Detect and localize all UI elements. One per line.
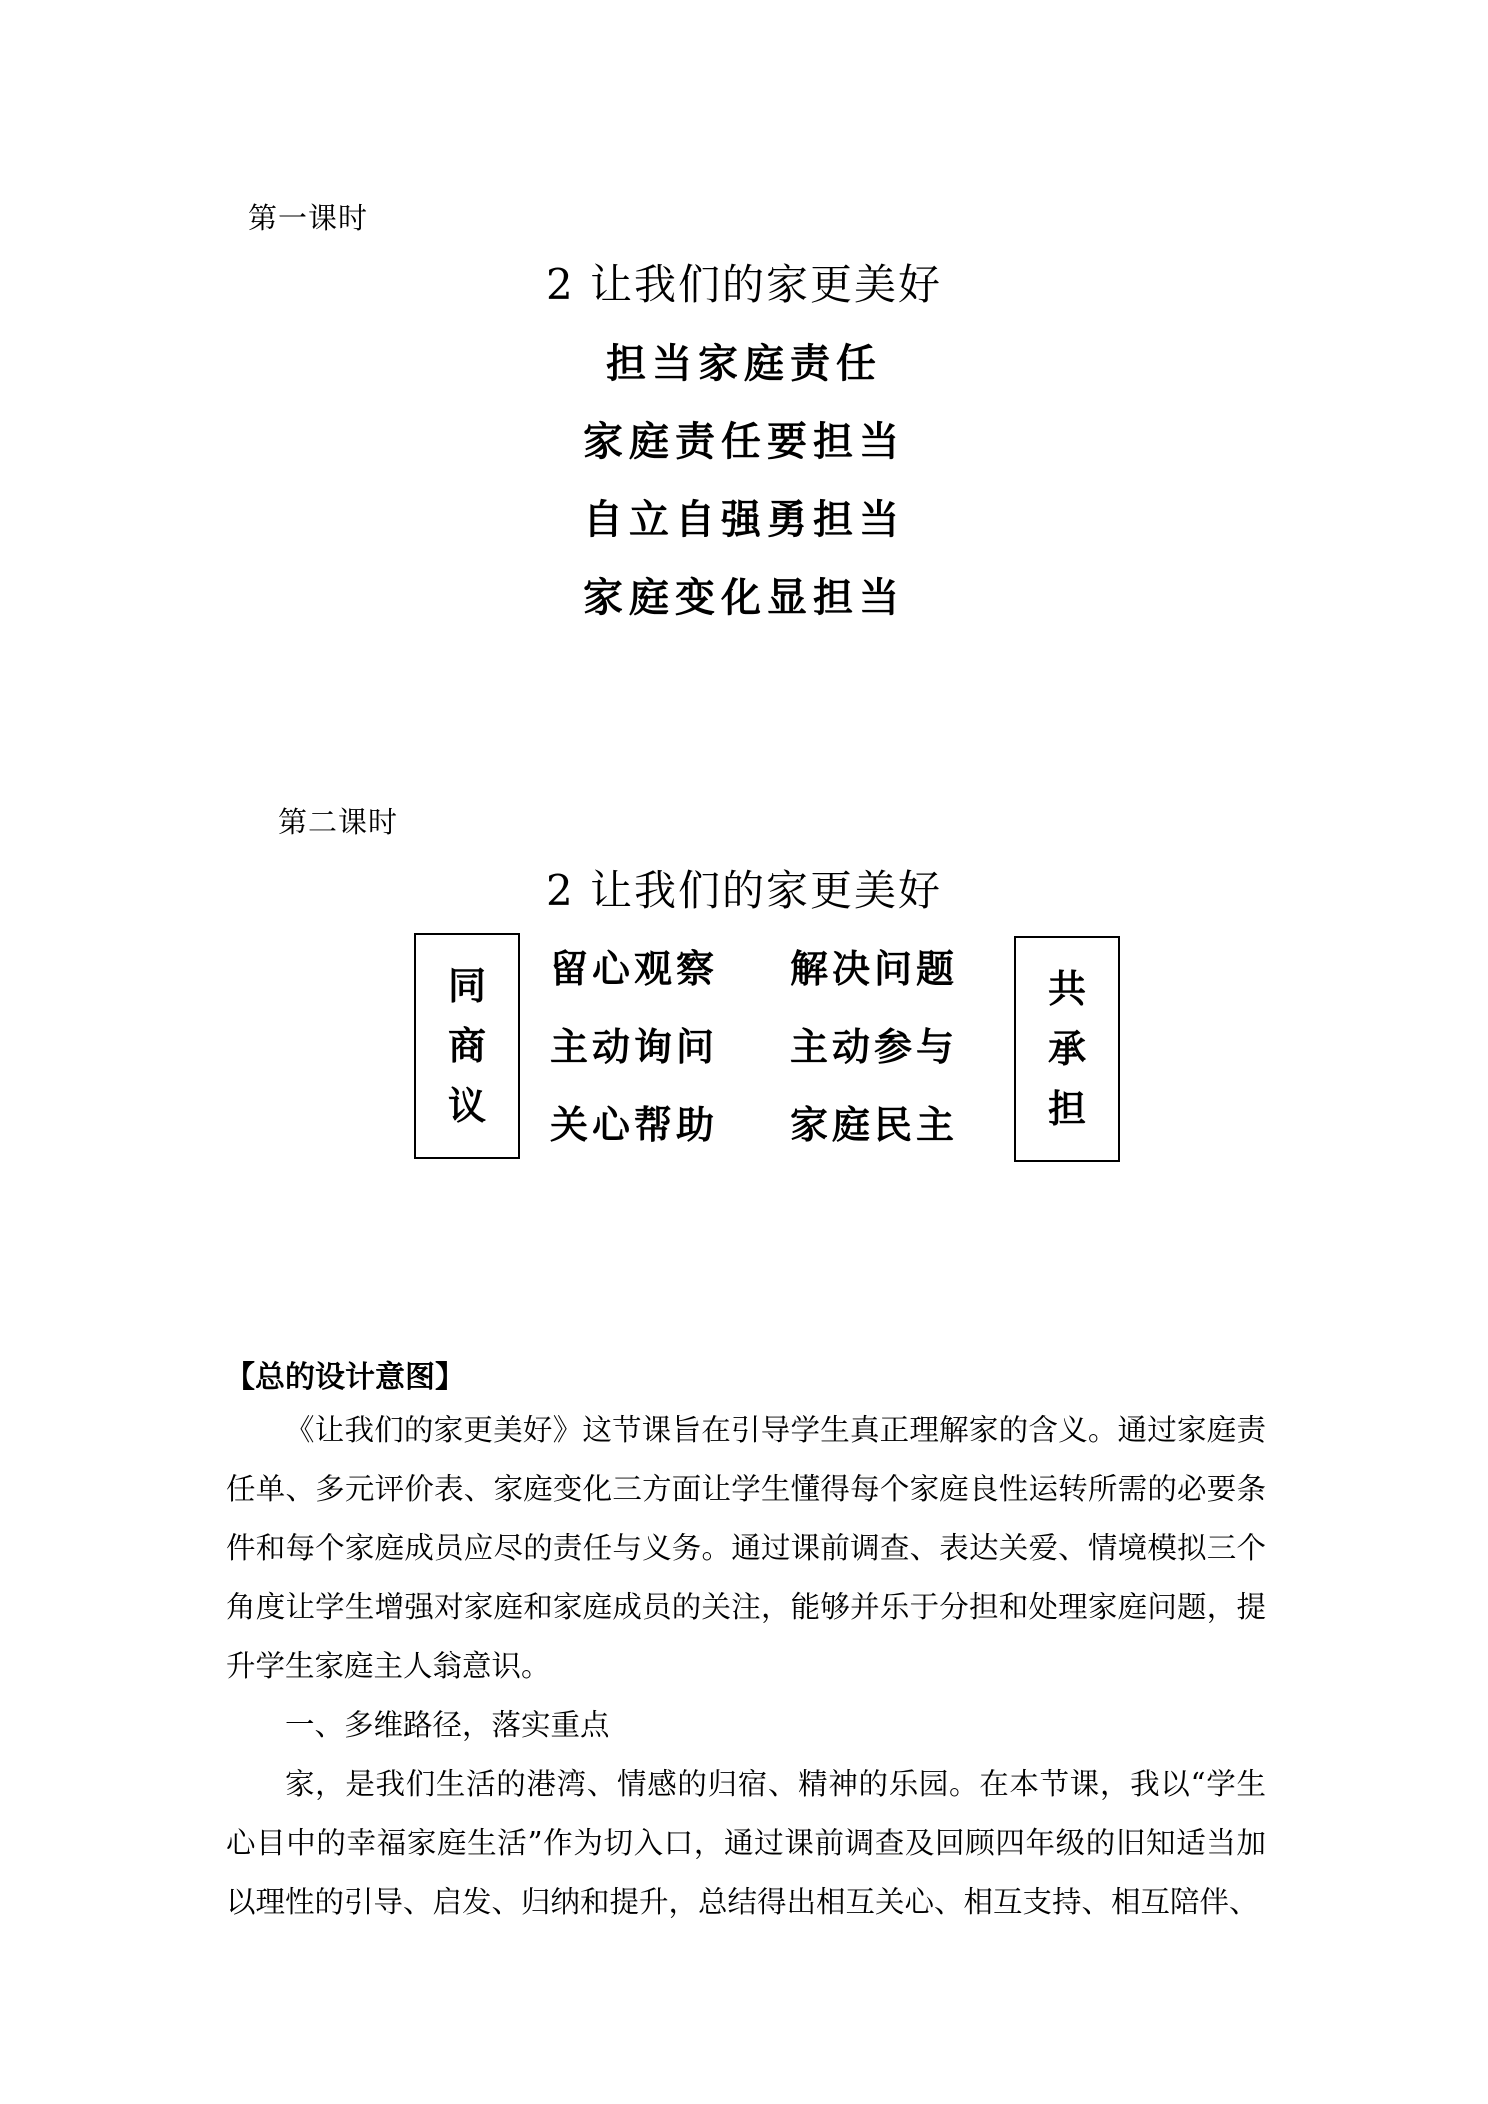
design-body [226, 1401, 1266, 1932]
board-right-box [1014, 936, 1120, 1162]
board-left-box [414, 933, 520, 1159]
board-item: 解决问题 [790, 946, 959, 991]
board-left-char: 议 [447, 1083, 486, 1128]
board-left-char: 商 [447, 1023, 486, 1068]
lesson-2-label: 第二课时 [278, 805, 399, 839]
lesson-1-line: 家庭变化显担当 [583, 574, 905, 621]
board-item: 关心帮助 [550, 1102, 719, 1147]
lesson-2-title: 2 让我们的家更美好 [545, 866, 943, 915]
design-paragraph: 《让我们的家更美好》这节课旨在引导学生真正理解家的含义。通过家庭责任单、多元评价表、家庭变化三方面让学生懂得每个家庭良性运转所需的必要条件和每个家庭成员应尽的责任与义务。通过课前调查、表达关爱、情境模拟三个角度让学生增强对家庭和家庭成员的关注，能够并乐于分担和处理家庭问题，提升学生家庭主人翁意识。 [226, 1413, 1266, 1683]
board-right-char: 共 [1047, 966, 1086, 1011]
lesson-1-label: 第一课时 [248, 201, 369, 235]
board-item: 家庭民主 [790, 1102, 959, 1147]
board-item: 主动询问 [550, 1024, 719, 1069]
board-right-char: 承 [1047, 1026, 1086, 1071]
board-item: 留心观察 [550, 946, 719, 991]
design-paragraph: 家，是我们生活的港湾、情感的归宿、精神的乐园。在本节课，我以“学生心目中的幸福家庭生活”作为切入口，通过课前调查及回顾四年级的旧知适当加以理性的引导、启发、归纳和提升，总结得出相互关心、相互支持、相互陪伴、 [226, 1767, 1266, 1919]
lesson-1-line: 家庭责任要担当 [583, 418, 905, 465]
lesson-1-title: 2 让我们的家更美好 [545, 260, 943, 309]
lesson-1-line: 担当家庭责任 [606, 340, 882, 387]
design-subheading: 一、多维路径，落实重点 [285, 1708, 610, 1742]
design-heading: 【总的设计意图】 [225, 1360, 465, 1395]
board-item: 主动参与 [790, 1024, 959, 1069]
board-left-char: 同 [447, 963, 486, 1008]
board-right-char: 担 [1047, 1086, 1086, 1131]
lesson-1-line: 自立自强勇担当 [583, 496, 905, 543]
